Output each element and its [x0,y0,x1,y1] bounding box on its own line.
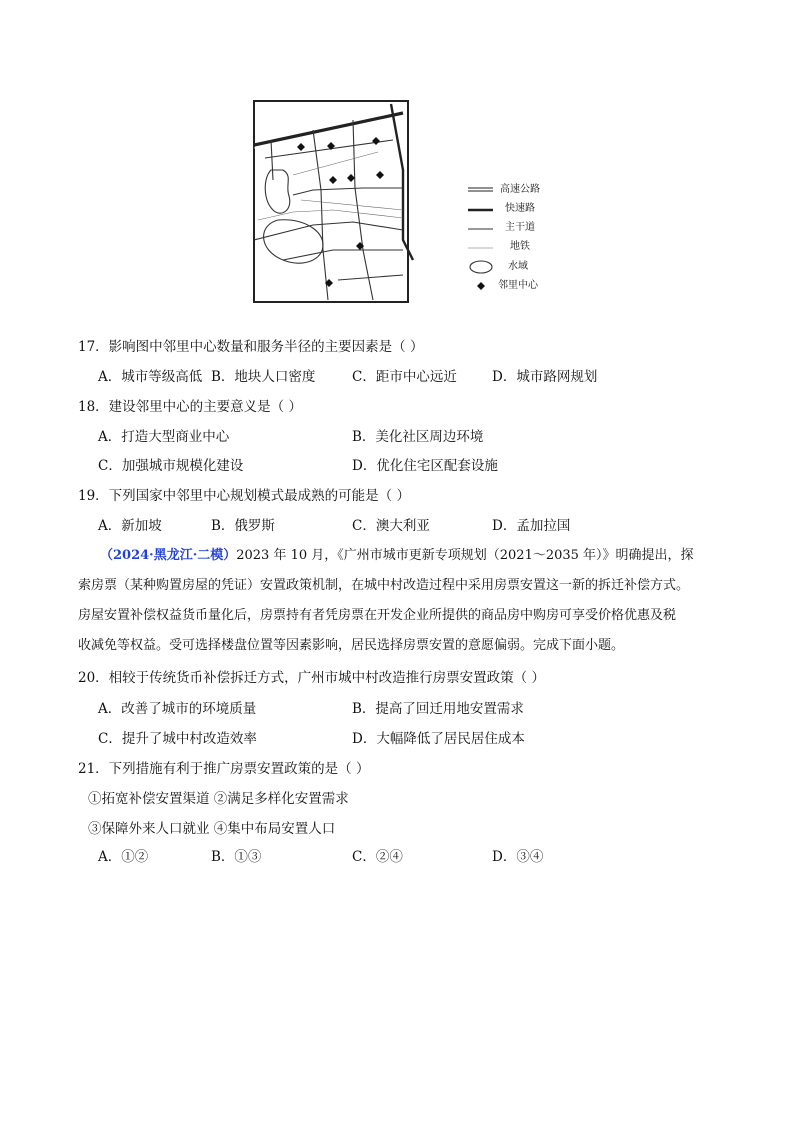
q18-option-a: A．打造大型商业中心 [98,429,230,445]
q20-option-d: D．大幅降低了居民居住成本 [352,731,525,747]
legend-fastroad-label: 快速路 [505,203,535,214]
q18-option-c: C．加强城市规模化建设 [98,458,244,474]
q21-option-d: D．③④ [492,849,544,865]
passage-line-2: 索房票（某种购置房屋的凭证）安置政策机制，在城中村改造过程中采用房票安置这一新的拆迁补偿方式。 [78,578,690,593]
q18-option-d: D．优化住宅区配套设施 [352,458,498,474]
legend-center-label: 邻里中心 [498,280,538,291]
q20-option-b: B．提高了回迁用地安置需求 [352,701,524,717]
q19-option-b: B．俄罗斯 [211,518,275,534]
q18-option-b: B．美化社区周边环境 [352,429,484,445]
legend-water-label: 水域 [508,261,528,272]
question-18-stem: 18．建设邻里中心的主要意义是（ ） [78,399,302,415]
legend-trunk-label: 主干道 [505,222,535,233]
q19-option-d: D．孟加拉国 [492,518,571,534]
neighborhood-center-icon [297,143,305,151]
legend-expressway-label: 高速公路 [500,184,540,195]
passage-line-3: 房屋安置补偿权益货币量化后，房票持有者凭房票在开发企业所提供的商品房中购房可享受价格优惠及税 [78,608,677,623]
neighborhood-center-icon [376,171,384,179]
question-17-stem: 17．影响图中邻里中心数量和服务半径的主要因素是（ ） [78,339,424,355]
passage-intro: 2023 年 10 月，《广州市城市更新专项规划（2021～2035 年）》明确提出，探 [236,548,694,563]
q21-option-c: C．②④ [352,849,403,865]
neighborhood-center-icon [347,174,355,182]
q19-option-a: A．新加坡 [98,518,162,534]
q17-option-c: C．距市中心远近 [352,369,457,385]
q17-option-d: D．城市路网规划 [492,369,598,385]
q21-statements-1: ①拓宽补偿安置渠道 ②满足多样化安置需求 [88,791,349,807]
legend-metro-label: 地铁 [510,241,530,252]
question-21-stem: 21．下列措施有利于推广房票安置政策的是（ ） [78,761,370,777]
q20-option-c: C．提升了城中村改造效率 [98,731,257,747]
q21-statements-2: ③保障外来人口就业 ④集中布局安置人口 [88,821,336,837]
q21-option-b: B．①③ [211,849,262,865]
passage-source: （2024·黑龙江·二模） [100,548,237,563]
neighborhood-center-icon [372,137,380,145]
q17-option-a: A．城市等级高低 [98,369,203,385]
q21-option-a: A．①② [98,849,149,865]
question-19-stem: 19．下列国家中邻里中心规划模式最成熟的可能是（ ） [78,488,410,504]
q17-option-b: B．地块人口密度 [211,369,316,385]
question-20-stem: 20．相较于传统货币补偿拆迁方式，广州市城中村改造推行房票安置政策（ ） [78,670,545,686]
passage-line-1 [100,547,694,565]
q19-option-c: C．澳大利亚 [352,518,430,534]
q20-option-a: A．改善了城市的环境质量 [98,701,257,717]
neighborhood-center-icon [329,176,337,184]
passage-line-4: 收减免等权益。受可选择楼盘位置等因素影响，居民选择房票安置的意愿偏弱。完成下面小题。 [78,638,625,653]
